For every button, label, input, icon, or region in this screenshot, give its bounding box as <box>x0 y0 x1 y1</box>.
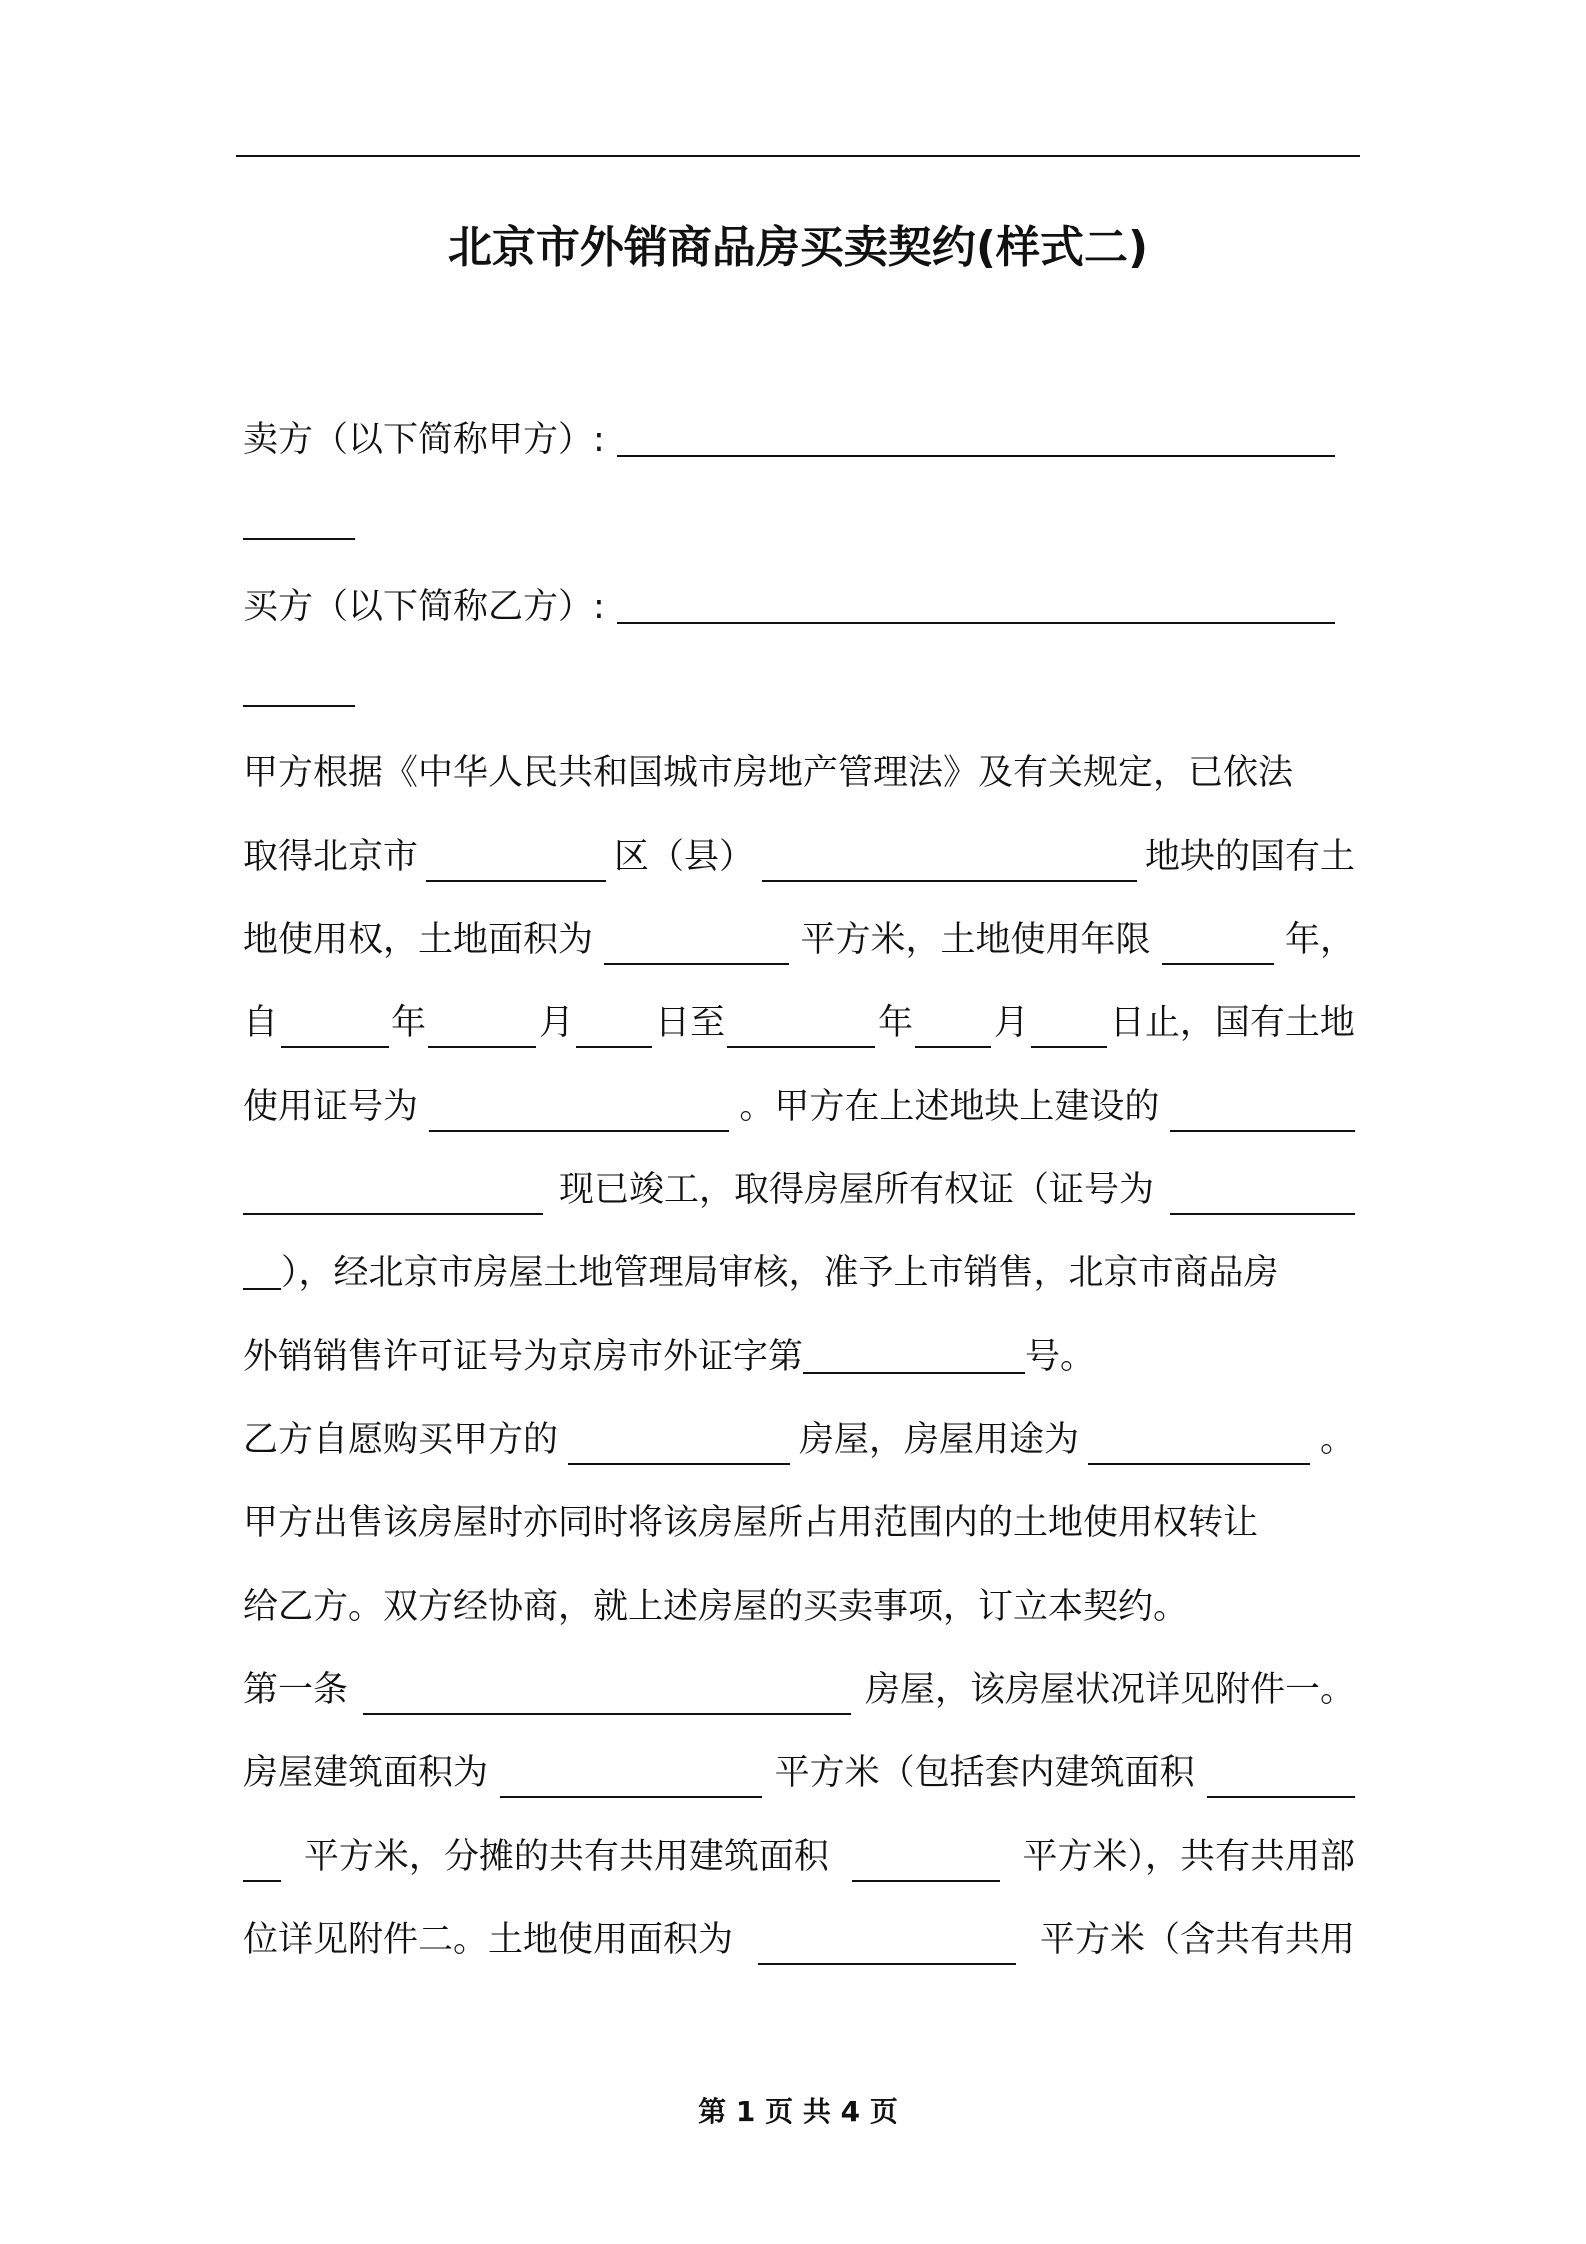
article1-text-a2: 房屋，该房屋状况详见附件一。 <box>864 1670 1355 1710</box>
article1-text-c2: 平方米），共有共用部 <box>1022 1837 1355 1877</box>
seller-name-blank-cont[interactable] <box>243 498 355 540</box>
page-number: 第 1 页 共 4 页 <box>698 2095 898 2128</box>
para1-text-c1: 地使用权，土地面积为 <box>243 920 594 960</box>
sales-permit-no-blank[interactable] <box>803 1332 1025 1374</box>
para2-text-b: 甲方出售该房屋时亦同时将该房屋所占用范围内的土地使用权转让 <box>243 1503 1259 1543</box>
para1-line3 <box>243 915 1355 965</box>
para1-text-d1: 自 <box>243 1003 279 1043</box>
end-year-blank[interactable] <box>727 1006 875 1048</box>
para1-line1 <box>243 748 1293 798</box>
buyer-line-cont <box>243 665 355 715</box>
para1-text-a: 甲方根据《中华人民共和国城市房地产管理法》及有关规定，已依法 <box>243 753 1294 793</box>
document-title: 北京市外销商品房买卖契约(样式二) <box>447 222 1149 273</box>
land-use-years-blank[interactable] <box>1162 923 1274 965</box>
para1-line5 <box>243 1082 1355 1132</box>
land-use-area-blank[interactable] <box>758 1923 1016 1965</box>
para1-text-d5: 年 <box>877 1003 913 1043</box>
para2-text-c: 给乙方。双方经协商，就上述房屋的买卖事项，订立本契约。 <box>243 1587 1189 1627</box>
para1-line7 <box>243 1248 1279 1298</box>
para1-text-g1: ），经北京市房屋土地管理局审核，准予上市销售，北京市商品房 <box>281 1253 1279 1293</box>
start-year-blank[interactable] <box>281 1006 389 1048</box>
para1-text-f1: 现已竣工，取得房屋所有权证（证号为 <box>558 1170 1154 1210</box>
header-rule <box>236 155 1360 157</box>
article1-line3 <box>243 1832 1355 1882</box>
article1-text-d1: 位详见附件二。土地使用面积为 <box>243 1920 734 1960</box>
para1-text-b1: 取得北京市 <box>243 837 419 877</box>
para2-text-a2: 房屋，房屋用途为 <box>798 1420 1079 1460</box>
para2-text-a1: 乙方自愿购买甲方的 <box>243 1420 559 1460</box>
article1-text-c1: 平方米，分摊的共有共用建筑面积 <box>303 1837 829 1877</box>
inner-area-blank-cont[interactable] <box>243 1840 281 1882</box>
seller-line <box>243 415 1335 465</box>
para1-text-d2: 年 <box>390 1003 426 1043</box>
para1-text-e2: 。甲方在上述地块上建设的 <box>739 1087 1160 1127</box>
para1-line6 <box>243 1165 1355 1215</box>
building-name-blank-cont[interactable] <box>243 1173 543 1215</box>
para1-text-d4: 日至 <box>654 1003 725 1043</box>
article1-line4 <box>243 1915 1355 1965</box>
seller-label: 卖方（以下简称甲方）: <box>243 420 605 460</box>
house-usage-blank[interactable] <box>1088 1423 1310 1465</box>
shared-area-blank[interactable] <box>852 1840 1000 1882</box>
seller-line-cont <box>243 498 355 548</box>
para2-line2 <box>243 1498 1258 1548</box>
para1-text-d3: 月 <box>538 1003 574 1043</box>
start-day-blank[interactable] <box>576 1006 652 1048</box>
ownership-cert-no-blank[interactable] <box>1170 1173 1355 1215</box>
building-area-blank[interactable] <box>500 1756 762 1798</box>
end-day-blank[interactable] <box>1031 1006 1107 1048</box>
para1-text-b2: 区（县） <box>613 837 754 877</box>
article1-text-a1: 第一条 <box>243 1670 349 1710</box>
buyer-line <box>243 582 1335 632</box>
para1-line4 <box>243 998 1355 1048</box>
para1-text-d7: 日止，国有土地 <box>1109 1003 1355 1043</box>
article1-text-b1: 房屋建筑面积为 <box>243 1753 489 1793</box>
article1-text-b2: 平方米（包括套内建筑面积 <box>774 1753 1195 1793</box>
house-address-blank[interactable] <box>363 1673 851 1715</box>
para1-text-c2: 平方米，土地使用年限 <box>800 920 1151 960</box>
para1-text-h1: 外销销售许可证号为京房市外证字第 <box>243 1337 804 1377</box>
para1-line2 <box>243 832 1355 882</box>
building-name-blank[interactable] <box>1170 1090 1355 1132</box>
article1-line2 <box>243 1748 1355 1798</box>
para1-text-c3: 年， <box>1284 920 1355 960</box>
buyer-label: 买方（以下简称乙方）: <box>243 587 605 627</box>
para1-text-d6: 月 <box>993 1003 1029 1043</box>
land-cert-no-blank[interactable] <box>429 1090 729 1132</box>
para2-line1 <box>243 1415 1355 1465</box>
ownership-cert-no-blank-cont[interactable] <box>243 1248 281 1290</box>
para1-text-h2: 号。 <box>1025 1337 1096 1377</box>
para1-line8 <box>243 1332 1095 1382</box>
para2-line3 <box>243 1582 1188 1632</box>
buyer-name-blank[interactable] <box>617 582 1335 624</box>
house-location-blank[interactable] <box>568 1423 790 1465</box>
inner-area-blank[interactable] <box>1207 1756 1355 1798</box>
land-plot-blank[interactable] <box>762 840 1137 882</box>
seller-name-blank[interactable] <box>617 415 1335 457</box>
para2-text-a3: 。 <box>1319 1420 1355 1460</box>
article1-text-d2: 平方米（含共有共用 <box>1039 1920 1355 1960</box>
start-month-blank[interactable] <box>428 1006 536 1048</box>
buyer-name-blank-cont[interactable] <box>243 665 355 707</box>
end-month-blank[interactable] <box>915 1006 991 1048</box>
district-blank[interactable] <box>426 840 606 882</box>
land-area-blank[interactable] <box>604 923 789 965</box>
para1-text-e1: 使用证号为 <box>243 1087 419 1127</box>
para1-text-b3: 地块的国有土 <box>1144 837 1355 877</box>
article1-line1 <box>243 1665 1355 1715</box>
